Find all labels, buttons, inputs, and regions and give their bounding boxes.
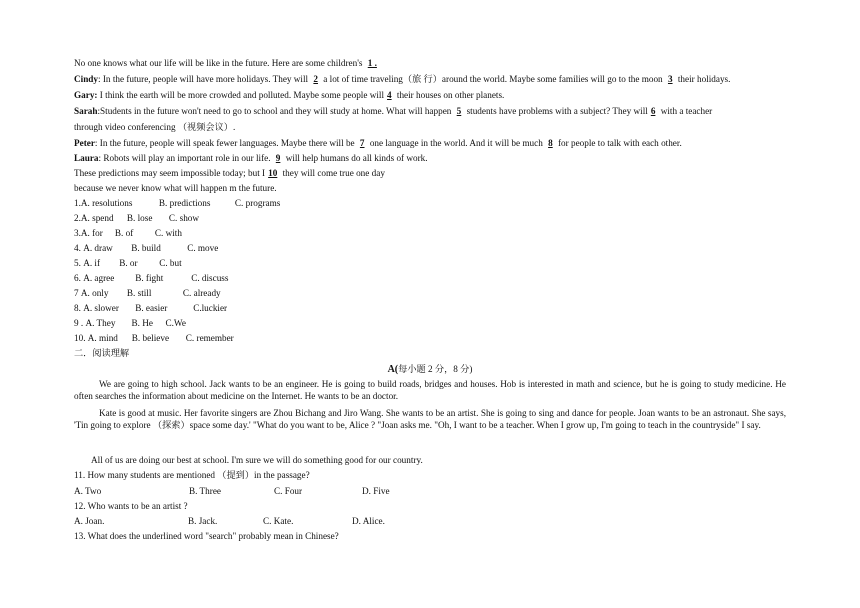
blank-1: 1 . [367, 58, 377, 68]
reading-para-3: All of us are doing our best at school. I'm sure we will do something good for our country. [91, 455, 423, 465]
reading-para-1: We are going to high school. Jack wants to be an engineer. He is going to build roads, bridges and houses. Hob is interested in math and science, but he is going to study medicine. He often searches the information about medicine on the Internet. He wants to be an doctor. [74, 379, 786, 401]
speaker-name: Sarah [74, 106, 98, 116]
blank-10: 10 [268, 168, 278, 178]
blank-3: 3 [667, 74, 673, 84]
option-row: 3.A. for B. of C. with [74, 228, 182, 238]
blank-5: 5 [456, 106, 462, 116]
question-12: 12. Who wants to be an artist ? [74, 501, 188, 511]
cloze-predictions-2: because we never know what will happen m the future. [74, 183, 277, 193]
option-row: 9 . A. They B. He C.We [74, 318, 186, 328]
blank-2: 2 [313, 74, 318, 84]
cloze-predictions-1: These predictions may seem impossible today; but I 10 they will come true one day [74, 168, 385, 178]
option-row: 7 A. only B. still C. already [74, 288, 221, 298]
cloze-intro: No one knows what our life will be like in the future. Here are some children's 1 . [74, 57, 380, 69]
blank-9: 9 [275, 153, 281, 163]
question-11: 11. How many students are mentioned （提到）in the passage? [74, 470, 310, 480]
blank-6: 6 [650, 106, 656, 116]
option-row: 4. A. draw B. build C. move [74, 243, 219, 253]
blank-7: 7 [359, 138, 365, 148]
cloze-gary: Gary: I think the earth will be more crowded and polluted. Maybe some people will 4 their houses on other planets. [74, 90, 505, 100]
question-11-options: A. Two B. Three C. Four D. Five [74, 486, 390, 496]
cloze-peter: Peter: In the future, people will speak fewer languages. Maybe there will be 7 one language in the world. And it will be much 8 for people to talk with each other. [74, 138, 682, 148]
reading-para-2: Kate is good at music. Her favorite singers are Zhou Bichang and Jiro Wang. She wants to be an artist. She is going to sing and dance for people. Joan wants to be an astronaut. She says, 'Tin going to explore （探索）space some day.' "What do you want to be, Alice ? "Joan asks me. "Oh, I want to be a teacher. When I grow up, I'm going to teach in the countryside" I say. [74, 408, 786, 430]
speaker-name: Gary: [74, 90, 98, 100]
speaker-name: Laura [74, 153, 99, 163]
speaker-name: Peter [74, 138, 95, 148]
section-heading: 二．阅读理解 [74, 348, 130, 358]
question-12-options: A. Joan. B. Jack. C. Kate. D. Alice. [74, 516, 385, 526]
option-row: 2.A. spend B. lose C. show [74, 213, 200, 223]
cloze-sarah-line2: through video conferencing （视频会议）. [74, 122, 236, 132]
option-row: 10. A. mind B. believe C. remember [74, 333, 234, 343]
blank-8: 8 [548, 138, 553, 148]
option-row: 5. A. if B. or C. but [74, 258, 182, 268]
speaker-name: Cindy [74, 74, 99, 84]
option-row: 1.A. resolutions B. predictions C. programs [74, 198, 281, 208]
cloze-laura: Laura: Robots will play an important role in our life. 9 will help humans do all kinds of work. [74, 153, 428, 163]
cloze-sarah: Sarah:Students in the future won't need to go to school and they will study at home. What will happen 5 students have problems with a subject? They will 6 with a teacher [74, 106, 713, 116]
option-row: 6. A. agree B. fight C. discuss [74, 273, 229, 283]
blank-4: 4 [387, 90, 392, 100]
option-row: 8. A. slower B. easier C.luckier [74, 303, 228, 313]
question-13: 13. What does the underlined word "search" probably mean in Chinese? [74, 531, 339, 541]
reading-title: A(每小题 2 分，8 分) [387, 364, 473, 375]
cloze-cindy: Cindy: In the future, people will have more holidays. They will 2 a lot of time traveling（旅 行）around the world. Maybe some families will go to the moon 3 their holidays. [74, 74, 731, 84]
